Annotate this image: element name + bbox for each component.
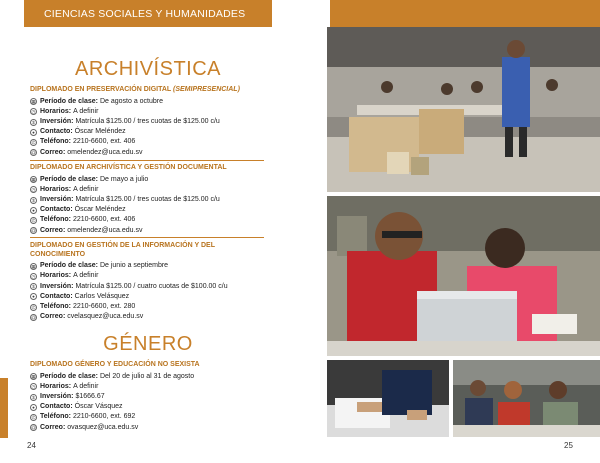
- dollar-icon: $: [30, 394, 37, 401]
- email-icon: @: [31, 425, 36, 431]
- section-header-label: CIENCIAS SOCIALES Y HUMANIDADES: [44, 8, 246, 20]
- person-icon: ●: [30, 207, 37, 214]
- clock-icon: ◷: [31, 384, 36, 390]
- page-number-right: 25: [564, 441, 573, 450]
- phone-icon: ✆: [31, 304, 36, 310]
- person-icon: ●: [30, 129, 37, 136]
- email-icon: @: [31, 314, 36, 320]
- email-link[interactable]: ovasquez@uca.edu.sv: [67, 423, 139, 431]
- divider: [30, 237, 264, 238]
- program-title: DIPLOMADO EN GESTIÓN DE LA INFORMACIÓN Y DEL CONOCIMIENTO: [30, 242, 215, 258]
- section-title-archivistica: ARCHIVÍSTICA: [74, 58, 222, 80]
- program-genero-educacion: DIPLOMADO GÉNERO Y EDUCACIÓN NO SEXISTA ▦ Período de clase: Del 20 de julio al 31 de agosto ◷ Horarios: A definir $ Inversión: $1666.67 ● Contacto: Óscar Vásquez ✆ Teléfono: 2210-6600, ext. 692 @ Correo: ovasquez@uca.edu.sv: [30, 361, 264, 433]
- program-title: DIPLOMADO EN PRESERVACIÓN DIGITAL (SEMIPRESENCIAL): [30, 86, 240, 93]
- phone-icon: ✆: [31, 218, 36, 223]
- classroom-photo-lecture: [327, 27, 600, 192]
- email-icon: @: [31, 228, 36, 234]
- divider: [30, 160, 264, 161]
- calendar-icon: ▦: [31, 374, 36, 380]
- phone-icon: ✆: [31, 415, 36, 420]
- students-laptop-photo: [327, 196, 600, 356]
- email-link[interactable]: cvelasquez@uca.edu.sv: [67, 313, 144, 321]
- dollar-icon: $: [30, 197, 37, 204]
- section-title-genero: GÉNERO: [103, 333, 193, 355]
- clock-icon: ◷: [31, 109, 36, 115]
- page-number-left: 24: [27, 441, 36, 450]
- program-archivistica-gestion: DIPLOMADO EN ARCHIVÍSTICA Y GESTIÓN DOCUMENTAL ▦ Período de clase: De mayo a julio ◷ Horarios: A definir $ Inversión: Matrícula $125.00 / tres cuotas de $125.00 c/u ● Contacto: Óscar Meléndez ✆ Teléfono: 2210-6600, ext. 406 @ Correo: omelendez@uca.edu.sv: [30, 164, 264, 236]
- dollar-icon: $: [30, 119, 37, 126]
- calendar-icon: ▦: [31, 177, 36, 183]
- calendar-icon: ▦: [31, 99, 36, 105]
- email-icon: @: [31, 150, 36, 156]
- calendar-icon: ▦: [31, 263, 36, 269]
- clock-icon: ◷: [31, 187, 36, 193]
- email-link[interactable]: omelendez@uca.edu.sv: [67, 226, 143, 234]
- writing-hands-photo: [327, 360, 449, 437]
- dollar-icon: $: [30, 283, 37, 290]
- left-accent-bar: [0, 378, 8, 438]
- program-title: DIPLOMADO EN ARCHIVÍSTICA Y GESTIÓN DOCUMENTAL: [30, 164, 227, 171]
- section-header: [24, 0, 272, 27]
- person-icon: ●: [30, 404, 37, 411]
- program-preservacion-digital: DIPLOMADO EN PRESERVACIÓN DIGITAL (SEMIPRESENCIAL) ▦ Período de clase: De agosto a octubre ◷ Horarios: A definir $ Inversión: Matrícula $125.00 / tres cuotas de $125.00 c/u ● Contacto: Óscar Meléndez ✆ Teléfono: 2210-6600, ext. 406 @ Correo: omelendez@uca.edu.sv: [30, 86, 264, 158]
- program-gestion-informacion: DIPLOMADO EN GESTIÓN DE LA INFORMACIÓN Y DEL CONOCIMIENTO ▦ Período de clase: De junio a septiembre ◷ Horarios: A definir $ Inversión: Matrícula $125.00 / cuatro cuotas de $100.00 c/u ● Contacto: Carlos Velásquez ✆ Teléfono: 2210-6600, ext. 280 @ Correo: cvelasquez@uca.edu.sv: [30, 242, 264, 322]
- phone-icon: ✆: [31, 140, 36, 145]
- email-link[interactable]: omelendez@uca.edu.sv: [67, 148, 143, 156]
- person-icon: ●: [30, 293, 37, 300]
- seminar-attendees-photo: [453, 360, 600, 437]
- program-title: DIPLOMADO GÉNERO Y EDUCACIÓN NO SEXISTA: [30, 361, 200, 368]
- clock-icon: ◷: [31, 273, 36, 279]
- header-strip-right: [330, 0, 600, 27]
